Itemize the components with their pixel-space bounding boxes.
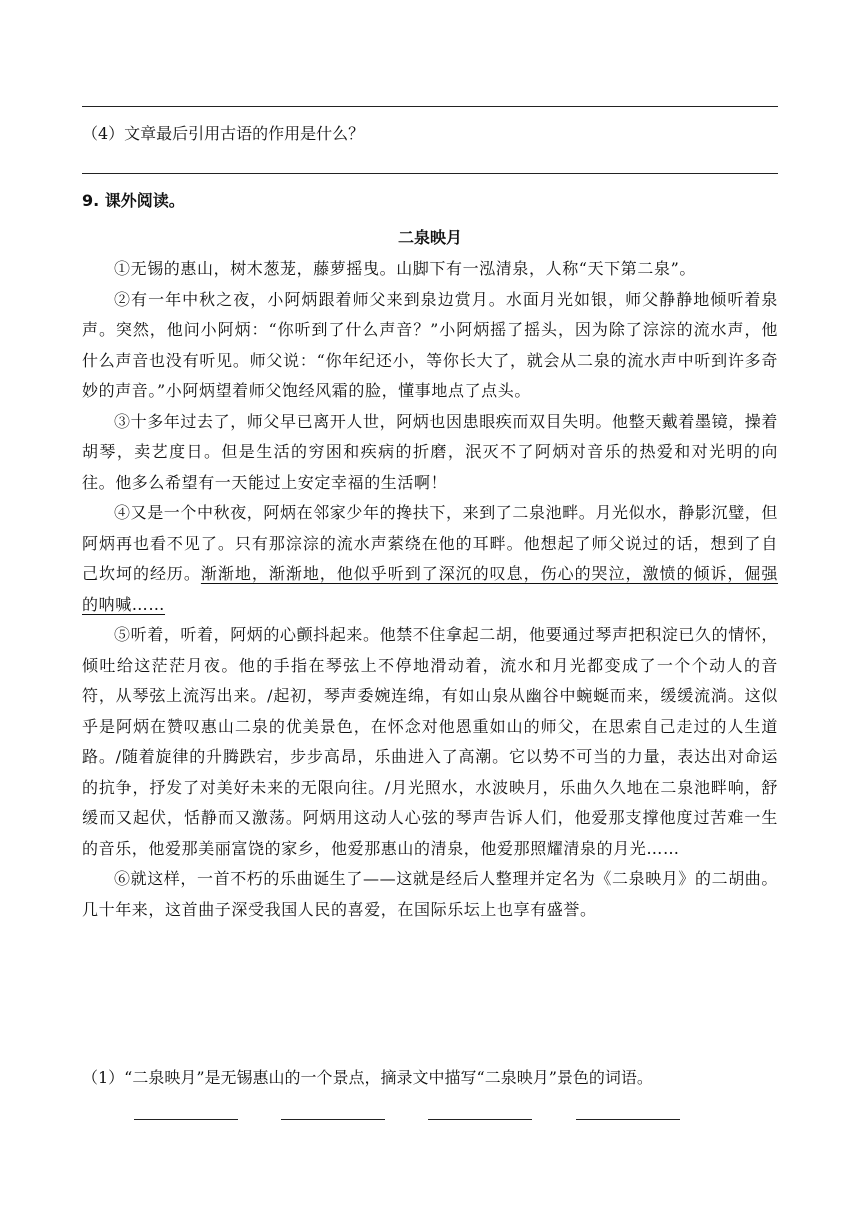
question-4: （4）文章最后引用古语的作用是什么？ (82, 124, 365, 143)
answer-line-top (82, 106, 778, 107)
article-title: 二泉映月 (397, 228, 462, 247)
paragraph-6: ⑥就这样，一首不朽的乐曲诞生了——这就是经后人整理并定名为《二泉映月》的二胡曲。几十年来，这首曲子深受我国人民的喜爱，在国际乐坛上也享有盛誉。 (82, 869, 779, 919)
section-heading: 9. 课外阅读。 (82, 191, 185, 210)
paragraph-1: ①无锡的惠山，树木葱茏，藤萝摇曳。山脚下有一泓清泉，人称“天下第二泉”。 (114, 259, 696, 278)
paragraph-2: ②有一年中秋之夜，小阿炳跟着师父来到泉边赏月。水面月光如银，师父静静地倾听着泉声。突然，他问小阿炳：“你听到了什么声音？”小阿炳摇了摇头，因为除了淙淙的流水声，他什么声音也没有听见。师父说：“你年纪还小，等你长大了，就会从二泉的流水声中听到许多奇妙的声音。”小阿炳望着师父饱经风霜的脸，懂事地点了点头。 (82, 289, 778, 400)
paragraph-4-text: ④又是一个中秋夜，阿炳在邻家少年的搀扶下，来到了二泉池畔。月光似水，静影沉璧，但阿炳再也看不见了。只有那淙淙的流水声萦绕在他的耳畔。他想起了师父说过的话，想到了自己坎坷的经历。 (82, 503, 779, 583)
answer-blank-3[interactable] (428, 1119, 532, 1120)
question-1: （1）“二泉映月”是无锡惠山的一个景点，摘录文中描写“二泉映月”景色的词语。 (82, 1068, 653, 1087)
answer-blank-4[interactable] (576, 1119, 680, 1120)
paragraph-3: ③十多年过去了，师父早已离开人世，阿炳也因患眼疾而双目失明。他整天戴着墨镜，操着胡琴，卖艺度日。但是生活的穷困和疾病的折磨，泯灭不了阿炳对音乐的热爱和对光明的向往。他多么希望有一天能过上安定幸福的生活啊！ (82, 411, 779, 492)
article-body (82, 254, 778, 925)
paragraph-4 (82, 498, 778, 620)
answer-blank-1[interactable] (134, 1119, 238, 1120)
underlined-sentence: 渐渐地，渐渐地，他似乎听到了深沉的叹息，伤心的哭泣，激愤的倾诉，倔强的呐喊…… (82, 564, 779, 614)
answer-blank-2[interactable] (281, 1119, 385, 1120)
answer-line-question-4 (82, 173, 778, 174)
paragraph-5: ⑤听着，听着，阿炳的心颤抖起来。他禁不住拿起二胡，他要通过琴声把积淀已久的情怀，倾吐给这茫茫月夜。他的手指在琴弦上不停地滑动着，流水和月光都变成了一个个动人的音符，从琴弦上流泻出来。/起初，琴声委婉连绵，有如山泉从幽谷中蜿蜒而来，缓缓流淌。这似乎是阿炳在赞叹惠山二泉的优美景色，在怀念对他恩重如山的师父，在思索自己走过的人生道路。/随着旋律的升腾跌宕，步步高昂，乐曲进入了高潮。它以势不可当的力量，表达出对命运的抗争，抒发了对美好未来的无限向往。/月光照水，水波映月，乐曲久久地在二泉池畔响，舒缓而又起伏，恬静而又激荡。阿炳用这动人心弦的琴声告诉人们，他爱那支撑他度过苦难一生的音乐，他爱那美丽富饶的家乡，他爱那惠山的清泉，他爱那照耀清泉的月光…… (82, 625, 779, 858)
